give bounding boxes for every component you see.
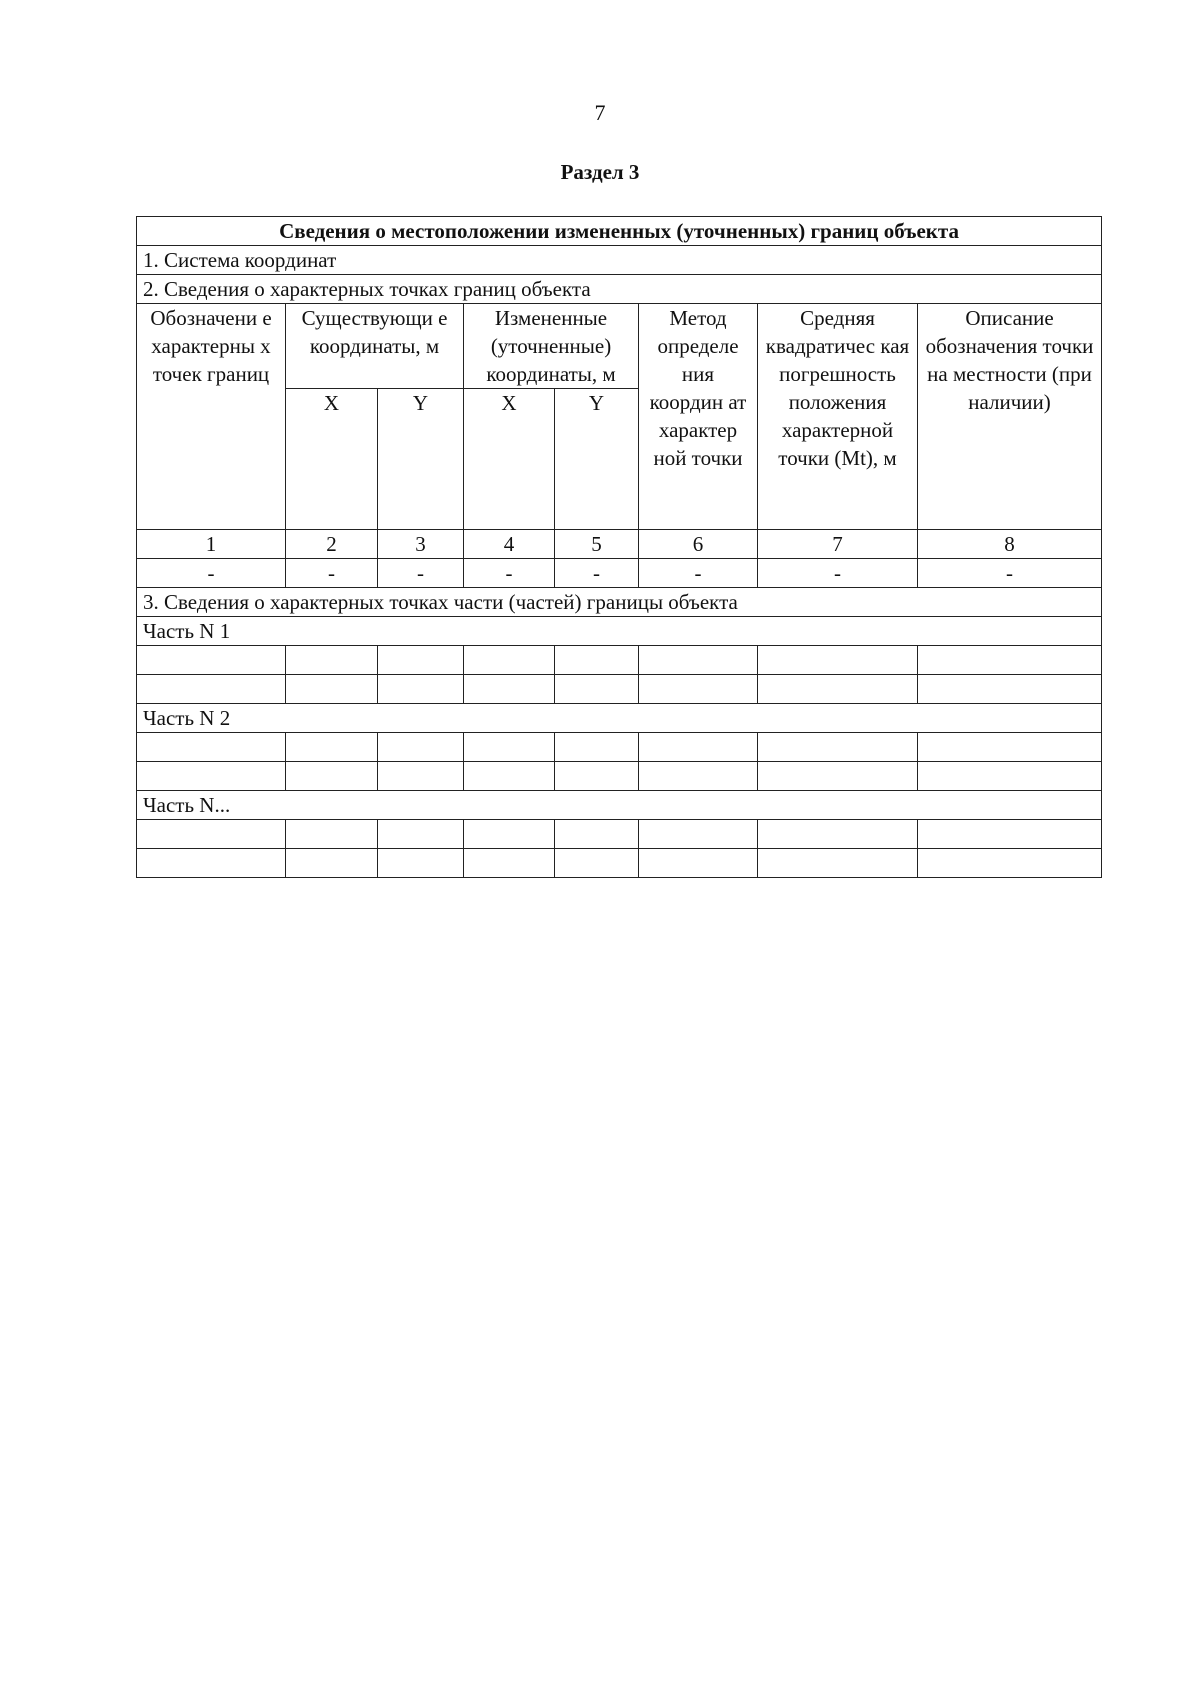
part-2-label: Часть N 2 (137, 704, 1102, 733)
empty-cell (286, 762, 378, 791)
empty-cell (918, 646, 1102, 675)
empty-cell (137, 733, 286, 762)
empty-cell (378, 733, 464, 762)
empty-cell (555, 820, 639, 849)
empty-cell (758, 762, 918, 791)
empty-cell (464, 646, 555, 675)
empty-cell (286, 733, 378, 762)
empty-cell (555, 849, 639, 878)
part-1-label: Часть N 1 (137, 617, 1102, 646)
table-row (137, 733, 1102, 762)
table-title: Сведения о местоположении измененных (уточненных) границ объекта (137, 217, 1102, 246)
table-row (137, 849, 1102, 878)
empty-cell (639, 733, 758, 762)
empty-cell (286, 675, 378, 704)
col-number: 8 (918, 530, 1102, 559)
column-numbers-row (137, 530, 1102, 559)
section-title: Раздел 3 (560, 160, 640, 184)
table-row (137, 646, 1102, 675)
col-number: 4 (464, 530, 555, 559)
empty-cell (464, 733, 555, 762)
empty-cell (464, 849, 555, 878)
dash-cell: - (464, 559, 555, 588)
empty-cell (378, 849, 464, 878)
empty-cell (378, 820, 464, 849)
header-y-changed: Y (555, 389, 639, 530)
empty-cell (758, 733, 918, 762)
empty-cell (137, 849, 286, 878)
empty-cell (555, 646, 639, 675)
header-point-designation: Обозначени е характерны х точек границ (137, 304, 286, 530)
dash-cell: - (378, 559, 464, 588)
boundary-table (136, 216, 1102, 878)
header-y-existing: Y (378, 389, 464, 530)
col-number: 5 (555, 530, 639, 559)
empty-cell (378, 675, 464, 704)
empty-cell (639, 849, 758, 878)
table-row (137, 762, 1102, 791)
empty-cell (286, 849, 378, 878)
header-mean-error: Средняя квадратичес кая погрешность положения характерной точки (Mt), м (758, 304, 918, 530)
dash-row (137, 559, 1102, 588)
empty-cell (137, 820, 286, 849)
empty-cell (639, 675, 758, 704)
empty-cell (918, 849, 1102, 878)
empty-cell (137, 675, 286, 704)
col-number: 3 (378, 530, 464, 559)
empty-cell (286, 646, 378, 675)
page-number: 7 (594, 100, 606, 125)
empty-cell (286, 820, 378, 849)
part-n-label: Часть N... (137, 791, 1102, 820)
col-number: 7 (758, 530, 918, 559)
header-existing-coordinates: Существующи е координаты, м (286, 304, 464, 389)
empty-cell (758, 820, 918, 849)
empty-cell (137, 762, 286, 791)
header-method: Метод определе ния координ ат характер ной точки (639, 304, 758, 530)
dash-cell: - (918, 559, 1102, 588)
empty-cell (639, 820, 758, 849)
dash-cell: - (137, 559, 286, 588)
empty-cell (464, 762, 555, 791)
empty-cell (758, 646, 918, 675)
col-number: 6 (639, 530, 758, 559)
empty-cell (555, 675, 639, 704)
empty-cell (464, 675, 555, 704)
dash-cell: - (758, 559, 918, 588)
part-points-row: 3. Сведения о характерных точках части (частей) границы объекта (137, 588, 1102, 617)
empty-cell (555, 762, 639, 791)
empty-cell (378, 646, 464, 675)
coordinate-system-row: 1. Система координат (137, 246, 1102, 275)
empty-cell (555, 733, 639, 762)
header-point-description: Описание обозначения точки на местности (при наличии) (918, 304, 1102, 530)
empty-cell (918, 675, 1102, 704)
header-x-changed: X (464, 389, 555, 530)
table-row (137, 820, 1102, 849)
empty-cell (918, 733, 1102, 762)
col-number: 2 (286, 530, 378, 559)
boundary-points-row: 2. Сведения о характерных точках границ объекта (137, 275, 1102, 304)
header-x-existing: X (286, 389, 378, 530)
dash-cell: - (555, 559, 639, 588)
empty-cell (918, 820, 1102, 849)
empty-cell (639, 646, 758, 675)
empty-cell (918, 762, 1102, 791)
header-changed-coordinates: Измененные (уточненные) координаты, м (464, 304, 639, 389)
empty-cell (639, 762, 758, 791)
empty-cell (464, 820, 555, 849)
dash-cell: - (639, 559, 758, 588)
empty-cell (378, 762, 464, 791)
col-number: 1 (137, 530, 286, 559)
table-row (137, 675, 1102, 704)
empty-cell (137, 646, 286, 675)
empty-cell (758, 675, 918, 704)
dash-cell: - (286, 559, 378, 588)
empty-cell (758, 849, 918, 878)
